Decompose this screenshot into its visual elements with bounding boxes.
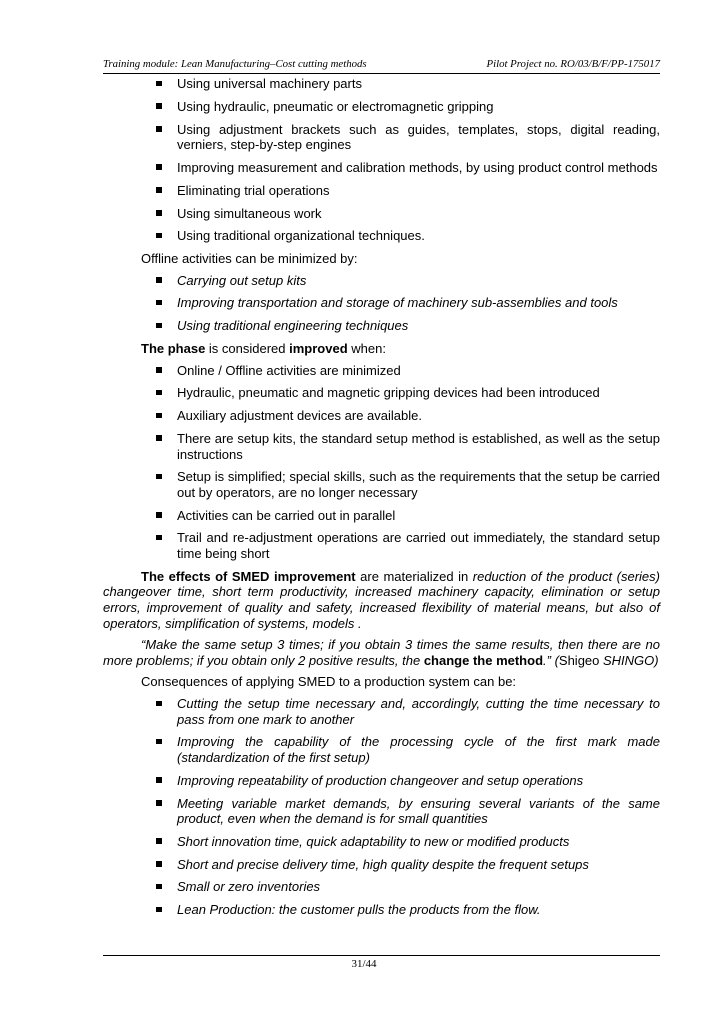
list-item: Short innovation time, quick adaptability to new or modified products [103, 834, 660, 850]
bullet-square-icon [156, 103, 162, 109]
bullet-square-icon [156, 390, 162, 396]
bullet-square-icon [156, 512, 162, 518]
list-item: There are setup kits, the standard setup method is established, as well as the setup instructions [103, 431, 660, 462]
list-item: Using hydraulic, pneumatic or electromagnetic gripping [103, 99, 660, 115]
bullet-square-icon [156, 367, 162, 373]
bullet-square-icon [156, 800, 162, 806]
bullet-square-icon [156, 435, 162, 441]
bullet-square-icon [156, 210, 162, 216]
bullet-square-icon [156, 300, 162, 306]
bullet-square-icon [156, 838, 162, 844]
bullet-square-icon [156, 474, 162, 480]
header-title: Training module: Lean Manufacturing–Cost cutting methods [103, 58, 367, 70]
list-item: Online / Offline activities are minimized [103, 363, 660, 379]
list-item: Improving repeatability of production changeover and setup operations [103, 773, 660, 789]
list-item: Small or zero inventories [103, 879, 660, 895]
list-item: Activities can be carried out in parallel [103, 508, 660, 524]
list-item: Using traditional organizational techniques. [103, 228, 660, 244]
bullet-square-icon [156, 233, 162, 239]
list-item: Using traditional engineering techniques [103, 318, 660, 334]
phase-improved-list [103, 363, 660, 562]
bullet-square-icon [156, 535, 162, 541]
footer-rule [103, 955, 660, 956]
phase-intro: The phase is considered improved when: [141, 341, 386, 356]
bullet-square-icon [156, 277, 162, 283]
list-item: Using adjustment brackets such as guides, templates, stops, digital reading, verniers, step-by-step engines [103, 122, 660, 153]
list-item: Auxiliary adjustment devices are available. [103, 408, 660, 424]
list-item: Cutting the setup time necessary and, accordingly, cutting the time necessary to pass from one mark to another [103, 696, 660, 727]
list-item: Hydraulic, pneumatic and magnetic gripping devices had been introduced [103, 385, 660, 401]
consequences-intro: Consequences of applying SMED to a production system can be: [141, 674, 517, 690]
list-item: Lean Production: the customer pulls the products from the flow. [103, 902, 660, 918]
offline-intro: Offline activities can be minimized by: [141, 251, 358, 267]
list-item: Trail and re-adjustment operations are carried out immediately, the standard setup time being short [103, 530, 660, 561]
bullet-square-icon [156, 187, 162, 193]
list-item: Using simultaneous work [103, 206, 660, 222]
list-item: Meeting variable market demands, by ensuring several variants of the same product, even when the demand is for small quantities [103, 796, 660, 827]
list-item: Improving transportation and storage of machinery sub-assemblies and tools [103, 295, 660, 311]
shingo-quote: “Make the same setup 3 times; if you obtain 3 times the same results, then there are no more problems; if you obtain only 2 positive results, the change the method.” (Shigeo SHINGO) [103, 637, 660, 668]
consequences-list [103, 696, 660, 918]
list-item: Improving the capability of the processing cycle of the first mark made (standardization of the first setup) [103, 734, 660, 765]
online-activities-list [103, 76, 660, 244]
bullet-square-icon [156, 164, 162, 170]
bullet-square-icon [156, 907, 162, 913]
bullet-square-icon [156, 323, 162, 329]
page-body [103, 76, 660, 925]
list-item: Using universal machinery parts [103, 76, 660, 92]
page-header [103, 58, 660, 74]
header-project-number: Pilot Project no. RO/03/B/F/PP-175017 [486, 58, 660, 70]
page-number: 31/44 [351, 958, 377, 970]
bullet-square-icon [156, 884, 162, 890]
bullet-square-icon [156, 861, 162, 867]
bullet-square-icon [156, 81, 162, 87]
header-rule [103, 73, 660, 74]
list-item: Carrying out setup kits [103, 273, 660, 289]
effects-paragraph: The effects of SMED improvement are materialized in reduction of the product (series) changeover time, short term productivity, increased machinery capacity, elimination or setup errors, improvement of quality and safety, increased flexibility of material means, but also of operators, simplification of systems, models . [103, 568, 660, 631]
list-item: Eliminating trial operations [103, 183, 660, 199]
bullet-square-icon [156, 413, 162, 419]
bullet-square-icon [156, 126, 162, 132]
list-item: Setup is simplified; special skills, such as the requirements that the setup be carried out by operators, are no longer necessary [103, 469, 660, 500]
bullet-square-icon [156, 739, 162, 745]
list-item: Improving measurement and calibration methods, by using product control methods [103, 160, 660, 176]
offline-activities-list [103, 273, 660, 334]
bullet-square-icon [156, 701, 162, 707]
list-item: Short and precise delivery time, high quality despite the frequent setups [103, 857, 660, 873]
bullet-square-icon [156, 777, 162, 783]
